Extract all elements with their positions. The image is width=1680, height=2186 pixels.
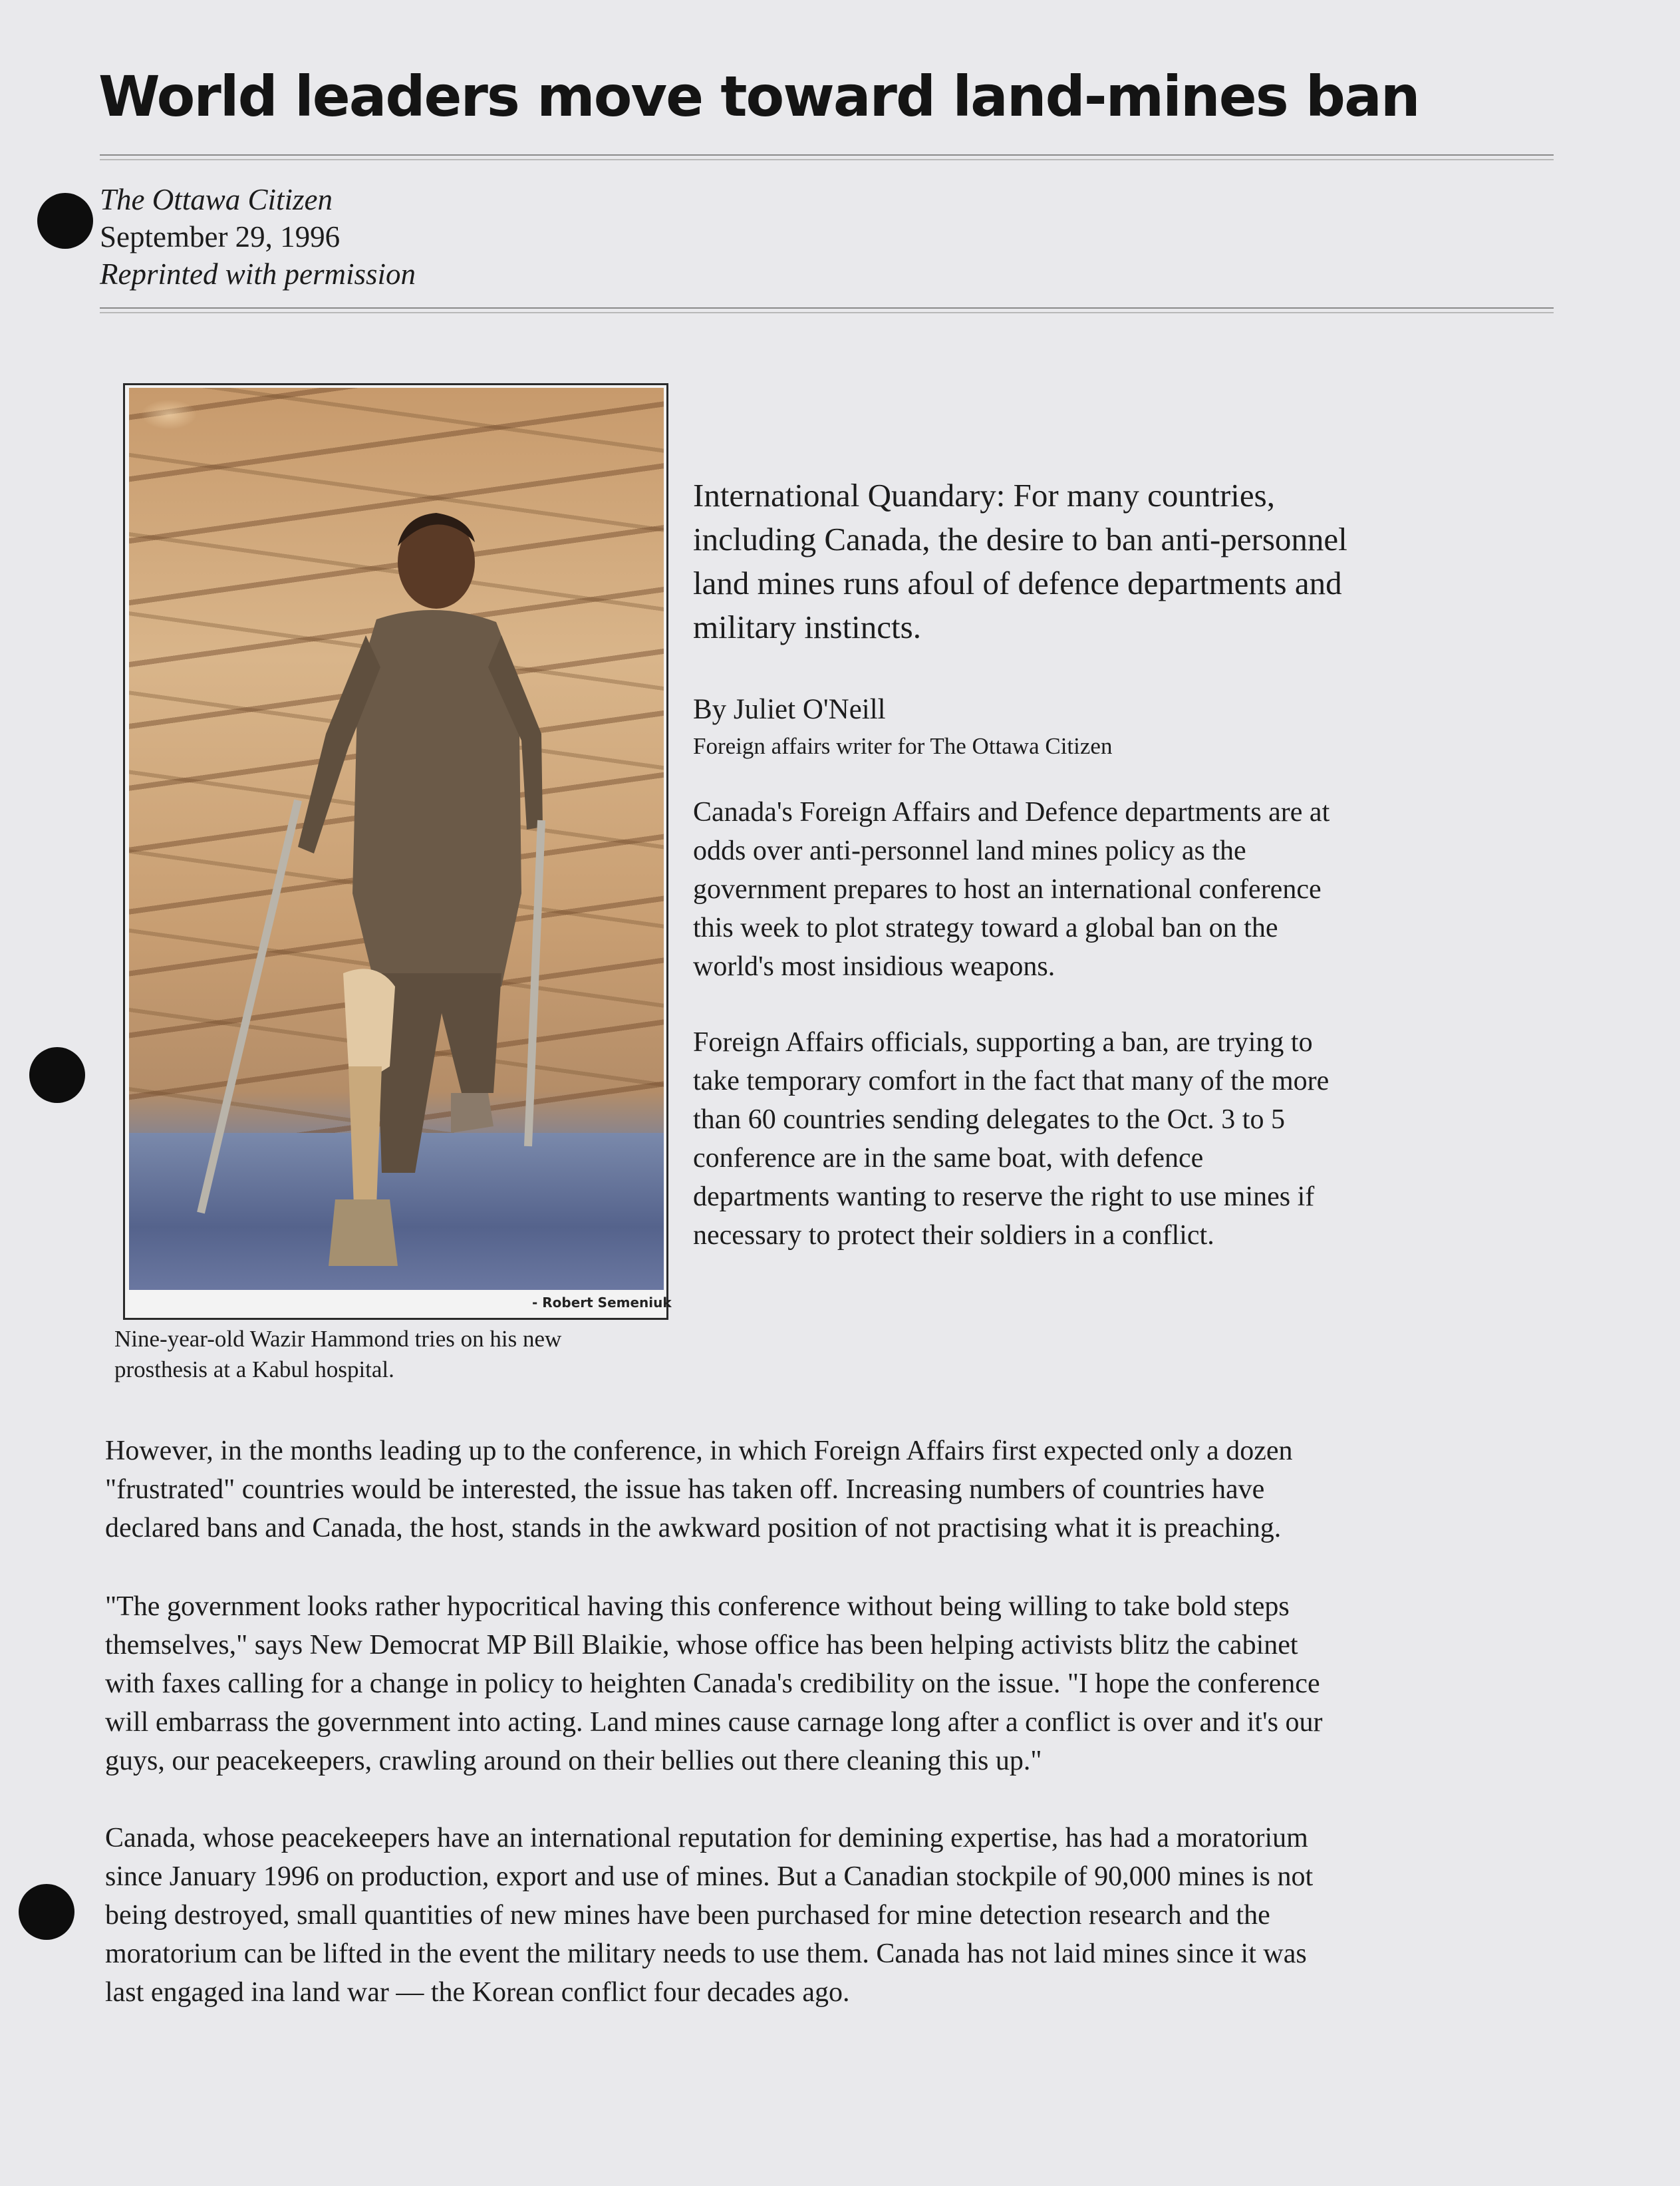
article-deck [693, 474, 1531, 649]
text-line: themselves," says New Democrat MP Bill Blaikie, whose office has been helping activists blitz the cabinet [105, 1630, 1298, 1660]
text-line: take temporary comfort in the fact that many of the more [693, 1066, 1330, 1096]
text-line: government prepares to host an international conference [693, 874, 1322, 905]
text-line: necessary to protect their soldiers in a conflict. [693, 1220, 1214, 1251]
text-line: guys, our peacekeepers, crawling around on their bellies out there cleaning this up." [105, 1746, 1042, 1776]
caption-line: Nine-year-old Wazir Hammond tries on his new [114, 1326, 562, 1352]
publication-date: September 29, 1996 [100, 220, 341, 253]
text-line: "frustrated" countries would be interested, the issue has taken off. Increasing numbers of countries have [105, 1474, 1265, 1505]
photo-caption [114, 1324, 686, 1385]
text-line: odds over anti-personnel land mines policy as the [693, 836, 1246, 866]
boy-figure-illustration [129, 388, 664, 1290]
photo-frame [123, 383, 668, 1320]
photo-boy-with-prosthesis [129, 388, 664, 1290]
meta-rule [100, 307, 1554, 313]
text-line: departments wanting to reserve the right to use mines if [693, 1181, 1315, 1212]
column-paragraph-2 [693, 1023, 1531, 1255]
reprint-note: Reprinted with permission [100, 257, 416, 291]
deck-line: military instincts. [693, 609, 921, 645]
byline-role: Foreign affairs writer for The Ottawa Citizen [693, 733, 1113, 759]
headline: World leaders move toward land-mines ban [98, 64, 1419, 129]
text-line: "The government looks rather hypocritical having this conference without being willing to take bold steps [105, 1591, 1290, 1622]
deck-line: land mines runs afoul of defence departments and [693, 565, 1342, 601]
full-paragraph-3 [105, 1819, 1568, 2012]
text-line: Canada, whose peacekeepers have an international reputation for demining expertise, has had a moratorium [105, 1823, 1308, 1853]
text-line: world's most insidious weapons. [693, 951, 1055, 982]
text-line: with faxes calling for a change in policy to heighten Canada's credibility on the issue. "I hope the conference [105, 1668, 1320, 1699]
column-paragraph-1 [693, 793, 1531, 986]
source-meta [100, 181, 416, 293]
text-line: being destroyed, small quantities of new mines have been purchased for mine detection research and the [105, 1900, 1270, 1931]
text-line: declared bans and Canada, the host, stands in the awkward position of not practising what it is preaching. [105, 1513, 1282, 1543]
text-line: However, in the months leading up to the conference, in which Foreign Affairs first expected only a dozen [105, 1436, 1293, 1466]
byline-author: By Juliet O'Neill [693, 694, 886, 725]
full-paragraph-1 [105, 1432, 1568, 1547]
top-rule [100, 154, 1554, 160]
binder-hole-bottom [19, 1884, 74, 1940]
text-line: moratorium can be lifted in the event the military needs to use them. Canada has not laid mines since it was [105, 1939, 1307, 1969]
text-line: last engaged ina land war — the Korean conflict four decades ago. [105, 1977, 850, 2008]
caption-line: prosthesis at a Kabul hospital. [114, 1356, 394, 1382]
text-line: will embarrass the government into acting. Land mines cause carnage long after a conflict is over and it's our [105, 1707, 1323, 1738]
deck-line: including Canada, the desire to ban anti-personnel [693, 521, 1347, 557]
binder-hole-middle [29, 1047, 85, 1103]
full-paragraph-2 [105, 1587, 1568, 1780]
text-line: than 60 countries sending delegates to the Oct. 3 to 5 [693, 1104, 1285, 1135]
text-line: Canada's Foreign Affairs and Defence departments are at [693, 797, 1330, 828]
text-line: since January 1996 on production, export and use of mines. But a Canadian stockpile of 90,000 mines is not [105, 1861, 1314, 1892]
text-line: conference are in the same boat, with defence [693, 1143, 1204, 1173]
photo-credit: - Robert Semeniuk [532, 1295, 672, 1311]
text-line: Foreign Affairs officials, supporting a ban, are trying to [693, 1027, 1313, 1058]
deck-line: International Quandary: For many countries, [693, 477, 1275, 514]
text-line: this week to plot strategy toward a global ban on the [693, 913, 1278, 943]
binder-hole-top [37, 193, 93, 249]
source-name: The Ottawa Citizen [100, 183, 333, 216]
